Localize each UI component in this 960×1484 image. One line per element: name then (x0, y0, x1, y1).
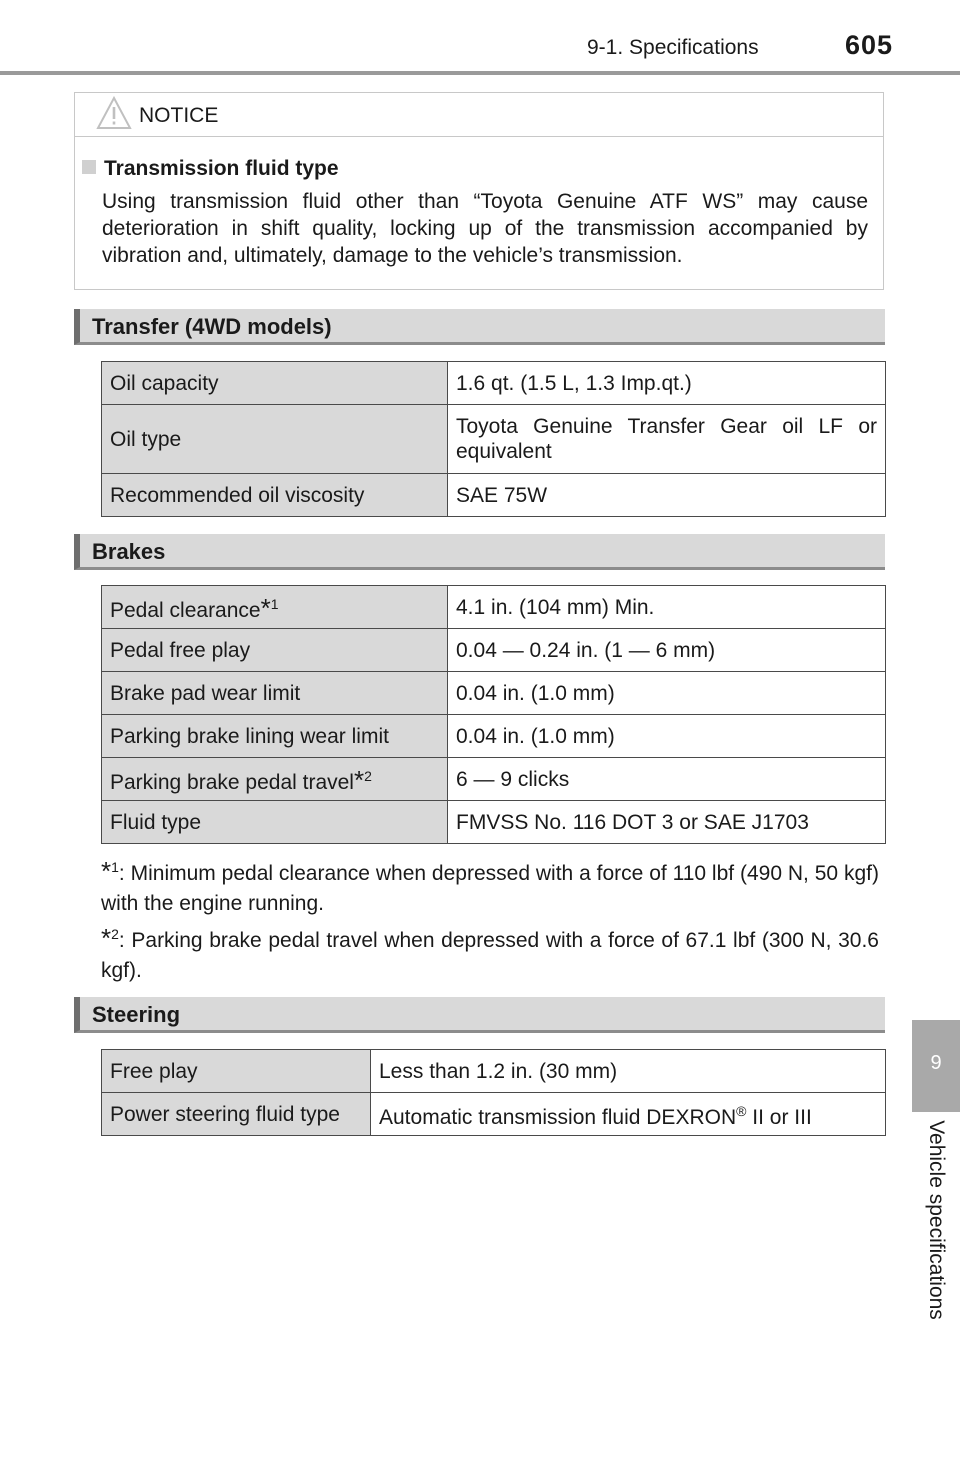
spec-label: Recommended oil viscosity (102, 474, 448, 517)
spec-label: Oil type (102, 405, 448, 474)
spec-value: 6 — 9 clicks (448, 758, 886, 801)
brakes-heading: Brakes (74, 534, 885, 570)
spec-value: FMVSS No. 116 DOT 3 or SAE J1703 (448, 801, 886, 844)
header-divider (0, 71, 960, 75)
transfer-heading: Transfer (4WD models) (74, 309, 885, 345)
table-row (102, 715, 886, 758)
brakes-table (101, 585, 886, 844)
table-row (102, 1050, 886, 1093)
spec-value: Automatic transmission fluid DEXRON® II or III (371, 1093, 886, 1136)
spec-value: Less than 1.2 in. (30 mm) (371, 1050, 886, 1093)
spec-value: Toyota Genuine Transfer Gear oil LF or equivalent (448, 405, 886, 474)
notice-text: Using transmission fluid other than “Toyota Genuine ATF WS” may cause deterioration in shift quality, locking up of the transmission accompanied by vibration and, ultimately, damage to the vehicle’s transmission. (102, 190, 868, 267)
table-row (102, 586, 886, 629)
table-row (102, 362, 886, 405)
spec-label: Parking brake pedal travel*$^2$ (102, 758, 448, 801)
spec-label: Power steering fluid type (102, 1093, 371, 1136)
spec-label: Parking brake lining wear limit (102, 715, 448, 758)
table-row (102, 758, 886, 801)
spec-value: 1.6 qt. (1.5 L, 1.3 Imp.qt.) (448, 362, 886, 405)
spec-label: Fluid type (102, 801, 448, 844)
chapter-label: Vehicle specifications (925, 1120, 948, 1320)
spec-value: 0.04 in. (1.0 mm) (448, 715, 886, 758)
transfer-table (101, 361, 886, 517)
notice-header (75, 93, 883, 137)
notice-box (74, 92, 884, 290)
table-row (102, 405, 886, 474)
notice-label: NOTICE (139, 104, 219, 127)
spec-label: Brake pad wear limit (102, 672, 448, 715)
spec-label: Pedal free play (102, 629, 448, 672)
table-row (102, 474, 886, 517)
footnote-1: *$^1$: Minimum pedal clearance when depressed with a force of 110 lbf (490 N, 50 kgf) with the engine running. (101, 856, 879, 915)
notice-title (82, 157, 339, 181)
spec-value: 0.04 in. (1.0 mm) (448, 672, 886, 715)
spec-label: Oil capacity (102, 362, 448, 405)
bullet-square-icon (82, 160, 96, 174)
spec-label: Pedal clearance*$^1$ (102, 586, 448, 629)
section-title: 9-1. Specifications (587, 36, 759, 59)
notice-title-text: Transmission fluid type (104, 157, 339, 180)
spec-value: 4.1 in. (104 mm) Min. (448, 586, 886, 629)
footnote-2: *$^2$: Parking brake pedal travel when depressed with a force of 67.1 lbf (300 N, 30.6 kgf). (101, 923, 879, 982)
table-row (102, 629, 886, 672)
page-number: 605 (845, 30, 894, 60)
warning-triangle-icon (96, 96, 132, 130)
spec-value: 0.04 — 0.24 in. (1 — 6 mm) (448, 629, 886, 672)
table-row (102, 801, 886, 844)
steering-heading: Steering (74, 997, 885, 1033)
table-row (102, 672, 886, 715)
spec-label: Free play (102, 1050, 371, 1093)
steering-table (101, 1049, 886, 1136)
spec-value: SAE 75W (448, 474, 886, 517)
table-row (102, 1093, 886, 1136)
chapter-tab: 9 (912, 1020, 960, 1112)
